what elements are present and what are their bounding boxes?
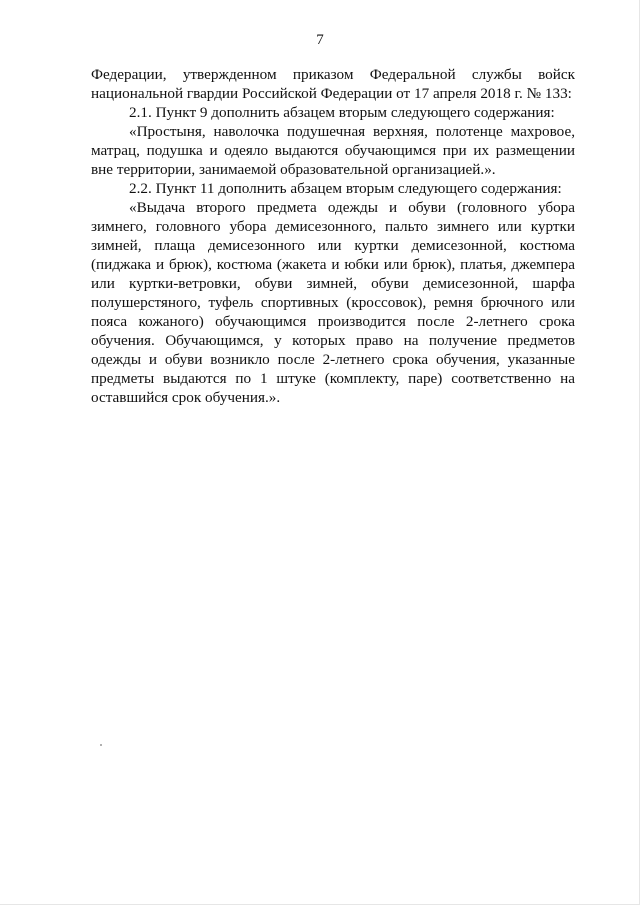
- paragraph-order-reference: Федерации, утвержденном приказом Федеральной службы войск национальной гвардии Российской Федерации от 17 апреля 2018 г. № 133:: [91, 66, 575, 102]
- paragraph-quote-bedding: «Простыня, наволочка подушечная верхняя, полотенце махровое, матрац, подушка и одеяло выдаются обучающимся при их размещении вне территории, занимаемой образовательной организацией.».: [91, 123, 575, 178]
- page-number: 7: [316, 32, 324, 48]
- scan-speck: [100, 744, 102, 746]
- document-body: [91, 65, 575, 407]
- paragraph-quote-clothing: «Выдача второго предмета одежды и обуви (головного убора зимнего, головного убора демисезонного, пальто зимнего или куртки зимней, плаща демисезонного или куртки демисезонной, костюма (пиджака и брюк), костюма (жакета и юбки или брюк), платья, джемпера или куртки-ветровки, обуви зимней, обуви демисезонной, шарфа полушерстяного, туфель спортивных (кроссовок), ремня брючного или пояса кожаного) обучающимся производится после 2-летнего срока обучения. Обучающимся, у которых право на получение предметов одежды и обуви возникло после 2-летнего срока обучения, указанные предметы выдаются по 1 штуке (комплекту, паре) соответственно на оставшийся срок обучения.».: [91, 199, 575, 406]
- paragraph-amendment-2-1: 2.1. Пункт 9 дополнить абзацем вторым следующего содержания:: [129, 104, 555, 121]
- paragraph-amendment-2-2: 2.2. Пункт 11 дополнить абзацем вторым следующего содержания:: [129, 180, 562, 197]
